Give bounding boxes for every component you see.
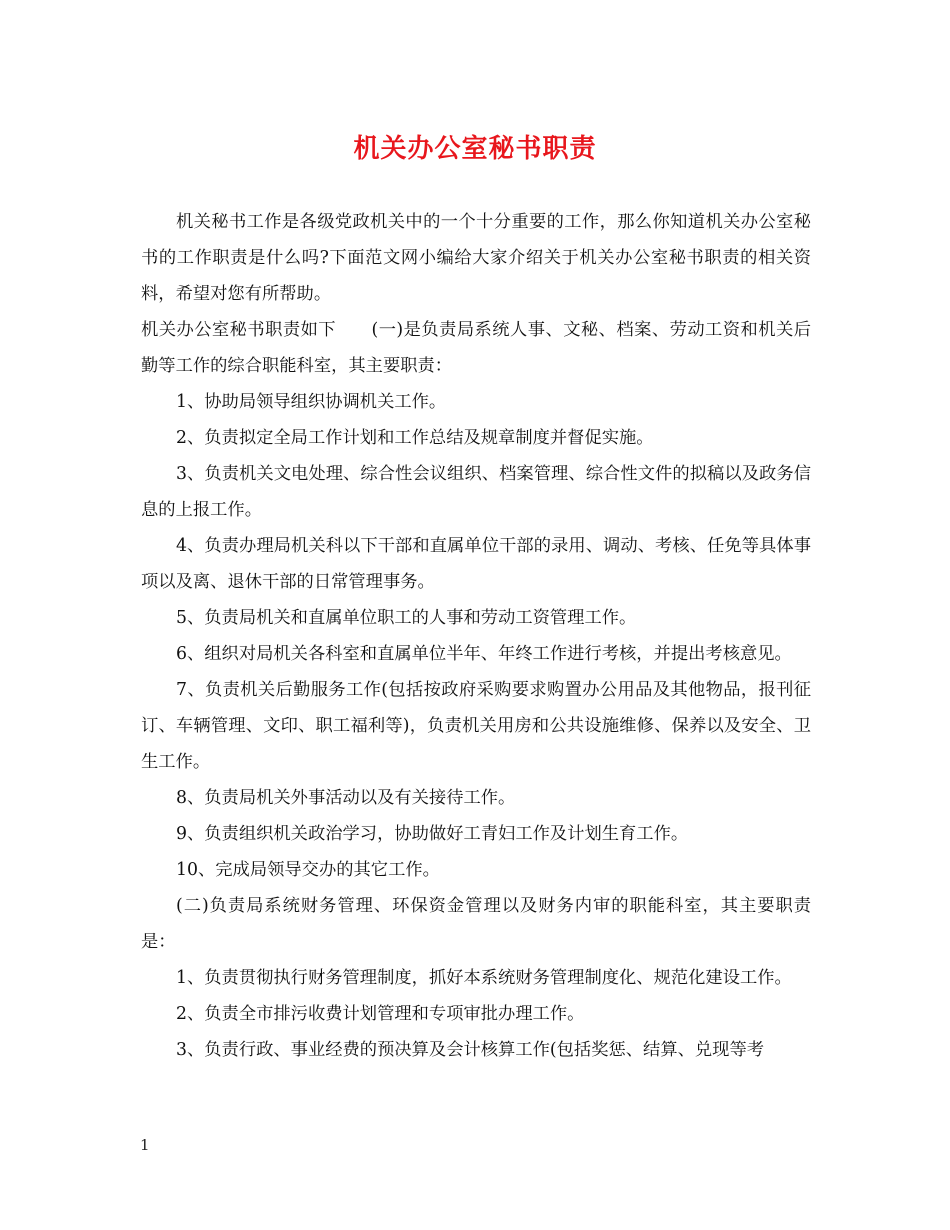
paragraph: 2、负责拟定全局工作计划和工作总结及规章制度并督促实施。: [176, 428, 654, 448]
paragraph: 1、协助局领导组织协调机关工作。: [176, 392, 447, 412]
paragraph: 8、负责局机关外事活动以及有关接待工作。: [176, 788, 516, 808]
paragraph: 机关办公室秘书职责如下 (一)是负责局系统人事、文秘、档案、劳动工资和机关后勤等工作的综合职能科室，其主要职责：: [141, 320, 811, 376]
paragraph: 3、负责机关文电处理、综合性会议组织、档案管理、综合性文件的拟稿以及政务信息的上报工作。: [141, 464, 811, 520]
paragraph: 机关秘书工作是各级党政机关中的一个十分重要的工作，那么你知道机关办公室秘书的工作职责是什么吗?下面范文网小编给大家介绍关于机关办公室秘书职责的相关资料，希望对您有所帮助。: [141, 212, 811, 304]
paragraph: (二)负责局系统财务管理、环保资金管理以及财务内审的职能科室，其主要职责是：: [141, 896, 811, 952]
paragraph: 4、负责办理局机关科以下干部和直属单位干部的录用、调动、考核、任免等具体事项以及离、退休干部的日常管理事务。: [141, 536, 811, 592]
paragraph: 2、负责全市排污收费计划管理和专项审批办理工作。: [176, 1004, 585, 1024]
paragraph: 10、完成局领导交办的其它工作。: [176, 860, 440, 880]
document-title: 机关办公室秘书职责: [353, 134, 597, 164]
paragraph: 5、负责局机关和直属单位职工的人事和劳动工资管理工作。: [176, 608, 637, 628]
paragraph: 9、负责组织机关政治学习，协助做好工青妇工作及计划生育工作。: [176, 824, 689, 844]
page-number: 1: [140, 1136, 150, 1154]
paragraph: 6、组织对局机关各科室和直属单位半年、年终工作进行考核，并提出考核意见。: [176, 644, 792, 664]
paragraph: 1、负责贯彻执行财务管理制度，抓好本系统财务管理制度化、规范化建设工作。: [176, 968, 792, 988]
paragraph: 3、负责行政、事业经费的预决算及会计核算工作(包括奖惩、结算、兑现等考: [176, 1040, 765, 1060]
paragraph: 7、负责机关后勤服务工作(包括按政府采购要求购置办公用品及其他物品，报刊征订、车辆管理、文印、职工福利等)，负责机关用房和公共设施维修、保养以及安全、卫生工作。: [141, 680, 811, 772]
document-body: [141, 204, 811, 1068]
